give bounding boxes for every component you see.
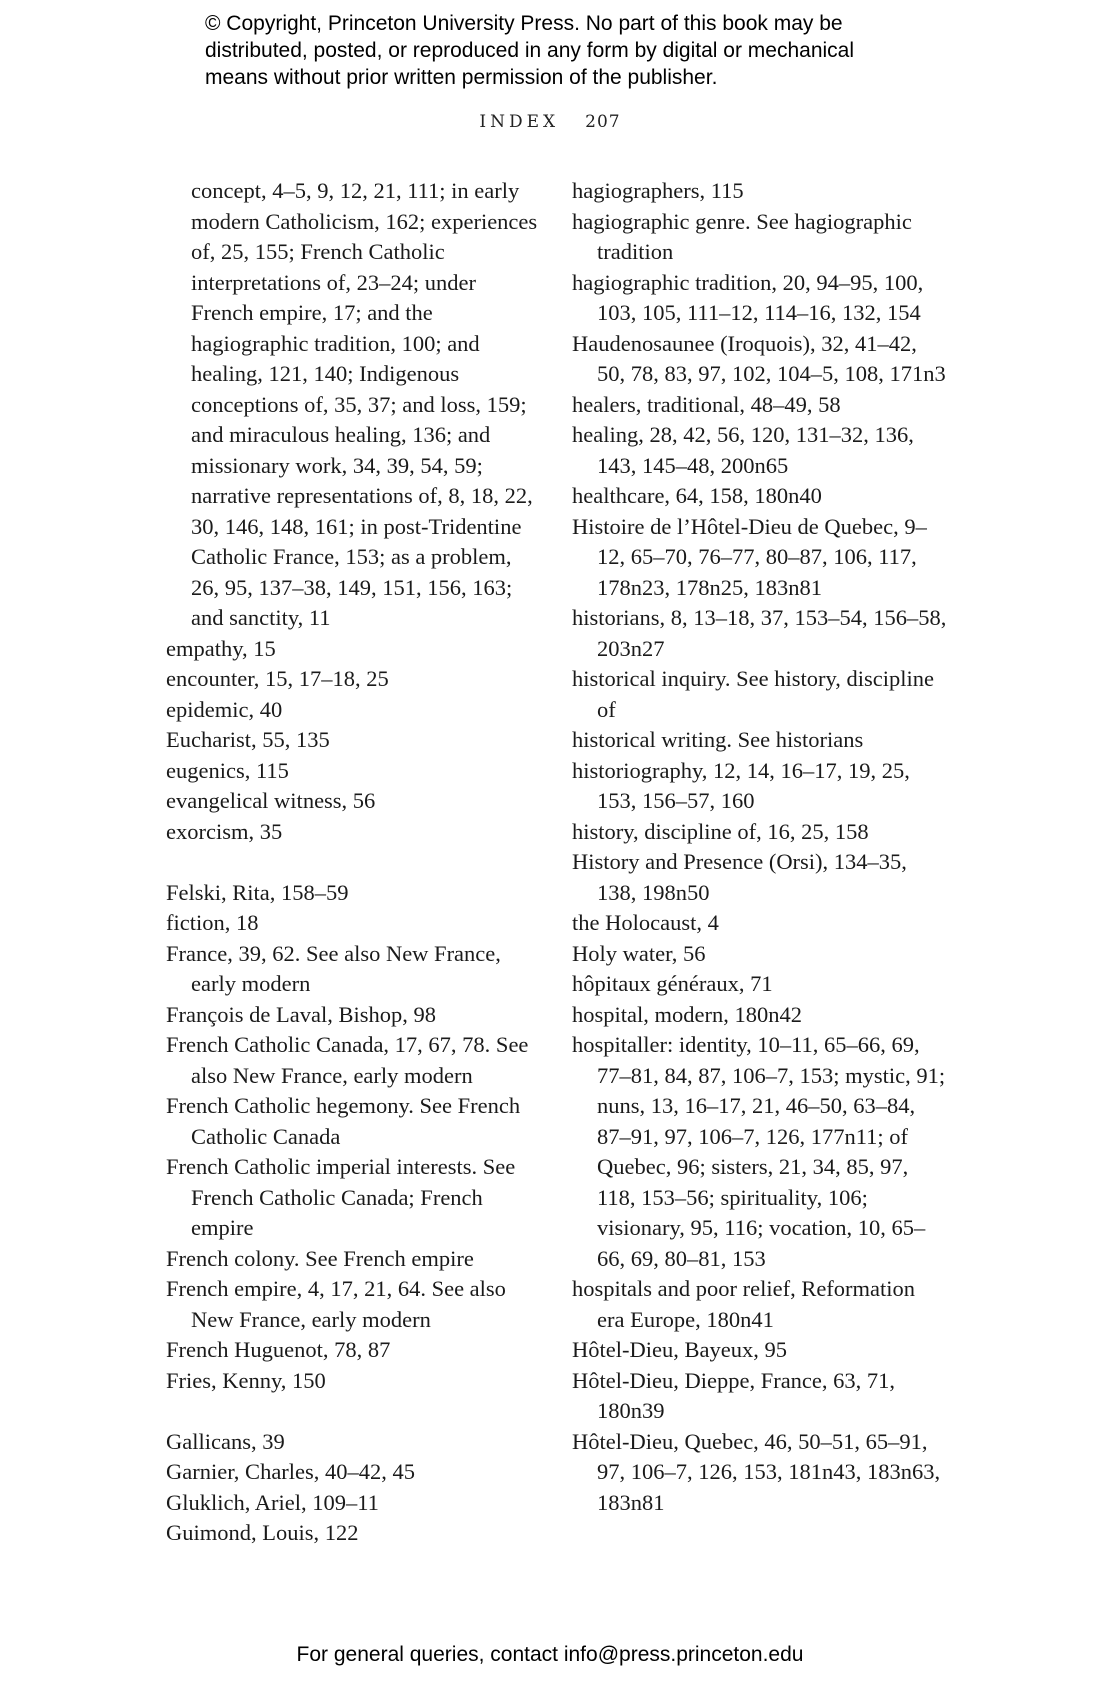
index-entry: exorcism, 35 <box>166 818 283 844</box>
index-entry: Haudenosaunee (Iroquois), 32, 41–42, 50, 78, 83, 97, 102, 104–5, 108, 171n3 <box>572 330 946 386</box>
index-entry: France, 39, 62. See also New France, early modern <box>166 940 501 996</box>
letter-group-gap <box>166 847 541 878</box>
index-entry: encounter, 15, 17–18, 25 <box>166 666 389 691</box>
letter-group-gap <box>166 1396 541 1427</box>
copyright-line: distributed, posted, or reproduced in any form by digital or mechanical <box>205 39 855 62</box>
index-entry: healing, 28, 42, 56, 120, 131–32, 136, 143, 145–48, 200n65 <box>572 422 914 478</box>
index-entry: French Huguenot, 78, 87 <box>166 1337 391 1362</box>
index-entry: hagiographers, 115 <box>572 178 744 203</box>
running-head-title: INDEX <box>479 112 560 132</box>
index-entry: hospitals and poor relief, Reformation era Europe, 180n41 <box>572 1276 916 1332</box>
index-entry: Garnier, Charles, 40–42, 45 <box>166 1459 416 1484</box>
page-number: 207 <box>585 112 621 132</box>
index-entry: French Catholic imperial interests. See French Catholic Canada; French empire <box>166 1154 516 1240</box>
index-entry: hôpitaux généraux, 71 <box>572 971 773 996</box>
index-entry: Holy water, 56 <box>572 940 706 966</box>
index-entry: hospital, modern, 180n42 <box>572 1001 802 1027</box>
index-entry: hagiographic genre. See hagiographic tradition <box>572 208 912 264</box>
index-entry: François de Laval, Bishop, 98 <box>166 1001 436 1027</box>
index-entry: epidemic, 40 <box>166 696 283 722</box>
index-entry: Hôtel-Dieu, Quebec, 46, 50–51, 65–91, 97, 106–7, 126, 153, 181n43, 183n63, 183n81 <box>572 1428 941 1515</box>
running-head <box>0 112 1100 132</box>
index-column-right <box>572 176 947 1518</box>
index-entry: Hôtel-Dieu, Bayeux, 95 <box>572 1337 787 1362</box>
copyright-line: © Copyright, Princeton University Press. No part of this book may be <box>205 12 843 35</box>
copyright-notice <box>205 10 925 91</box>
index-entry: concept, 4–5, 9, 12, 21, 111; in early modern Catholicism, 162; experiences of, 25, 155; French Catholic interpretations of, 23–24; under French empire, 17; and the hagiographic tradition, 100; and healing, 121, 140; Indigenous conceptions of, 35, 37; and loss, 159; and miraculous healing, 136; and missionary work, 34, 39, 54, 59; narrative representations of, 8, 18, 22, 30, 146, 148, 161; in post-Tridentine Catholic France, 153; as a problem, 26, 95, 137–38, 149, 151, 156, 163; and sanctity, 11 <box>191 178 538 630</box>
index-entry: Gluklich, Ariel, 109–11 <box>166 1489 379 1515</box>
index-entry: French Catholic Canada, 17, 67, 78. See also New France, early modern <box>166 1032 529 1088</box>
index-entry: eugenics, 115 <box>166 757 289 783</box>
index-entry: historians, 8, 13–18, 37, 153–54, 156–58, 203n27 <box>572 605 947 661</box>
index-entry: French Catholic hegemony. See French Catholic Canada <box>166 1093 521 1149</box>
index-entry: fiction, 18 <box>166 910 259 935</box>
index-entry: Eucharist, 55, 135 <box>166 727 330 752</box>
index-entry: History and Presence (Orsi), 134–35, 138, 198n50 <box>572 849 907 905</box>
index-entry: Histoire de l’Hôtel-Dieu de Quebec, 9–12, 65–70, 76–77, 80–87, 106, 117, 178n23, 178n25, 183n81 <box>572 513 927 600</box>
index-entry: historical inquiry. See history, discipline of <box>572 666 935 722</box>
index-entry: French empire, 4, 17, 21, 64. See also New France, early modern <box>166 1276 506 1332</box>
index-entry: Fries, Kenny, 150 <box>166 1367 326 1393</box>
index-entry: hospitaller: identity, 10–11, 65–66, 69, 77–81, 84, 87, 106–7, 153; mystic, 91; nuns, 13, 16–17, 21, 46–50, 63–84, 87–91, 97, 106–7, 126, 177n11; of Quebec, 96; sisters, 21, 34, 85, 97, 118, 153–56; spirituality, 106; visionary, 95, 116; vocation, 10, 65–66, 69, 80–81, 153 <box>572 1032 946 1271</box>
index-entry: the Holocaust, 4 <box>572 910 719 935</box>
index-entry: healers, traditional, 48–49, 58 <box>572 391 841 417</box>
index-column-left <box>166 176 541 1549</box>
index-entry: Gallicans, 39 <box>166 1428 285 1454</box>
index-entry: healthcare, 64, 158, 180n40 <box>572 483 822 508</box>
index-entry: history, discipline of, 16, 25, 158 <box>572 818 869 844</box>
index-entry: French colony. See French empire <box>166 1245 474 1271</box>
index-entry: evangelical witness, 56 <box>166 788 376 813</box>
copyright-line: means without prior written permission of the publisher. <box>205 66 718 89</box>
index-entry: Guimond, Louis, 122 <box>166 1520 359 1545</box>
index-entry: Felski, Rita, 158–59 <box>166 879 349 905</box>
index-entry: Hôtel-Dieu, Dieppe, France, 63, 71, 180n39 <box>572 1367 896 1423</box>
contact-footer: For general queries, contact info@press.princeton.edu <box>296 1643 804 1666</box>
index-entry: historiography, 12, 14, 16–17, 19, 25, 153, 156–57, 160 <box>572 757 910 813</box>
index-entry: historical writing. See historians <box>572 727 864 752</box>
index-entry: empathy, 15 <box>166 635 276 661</box>
index-entry: hagiographic tradition, 20, 94–95, 100, 103, 105, 111–12, 114–16, 132, 154 <box>572 269 924 325</box>
